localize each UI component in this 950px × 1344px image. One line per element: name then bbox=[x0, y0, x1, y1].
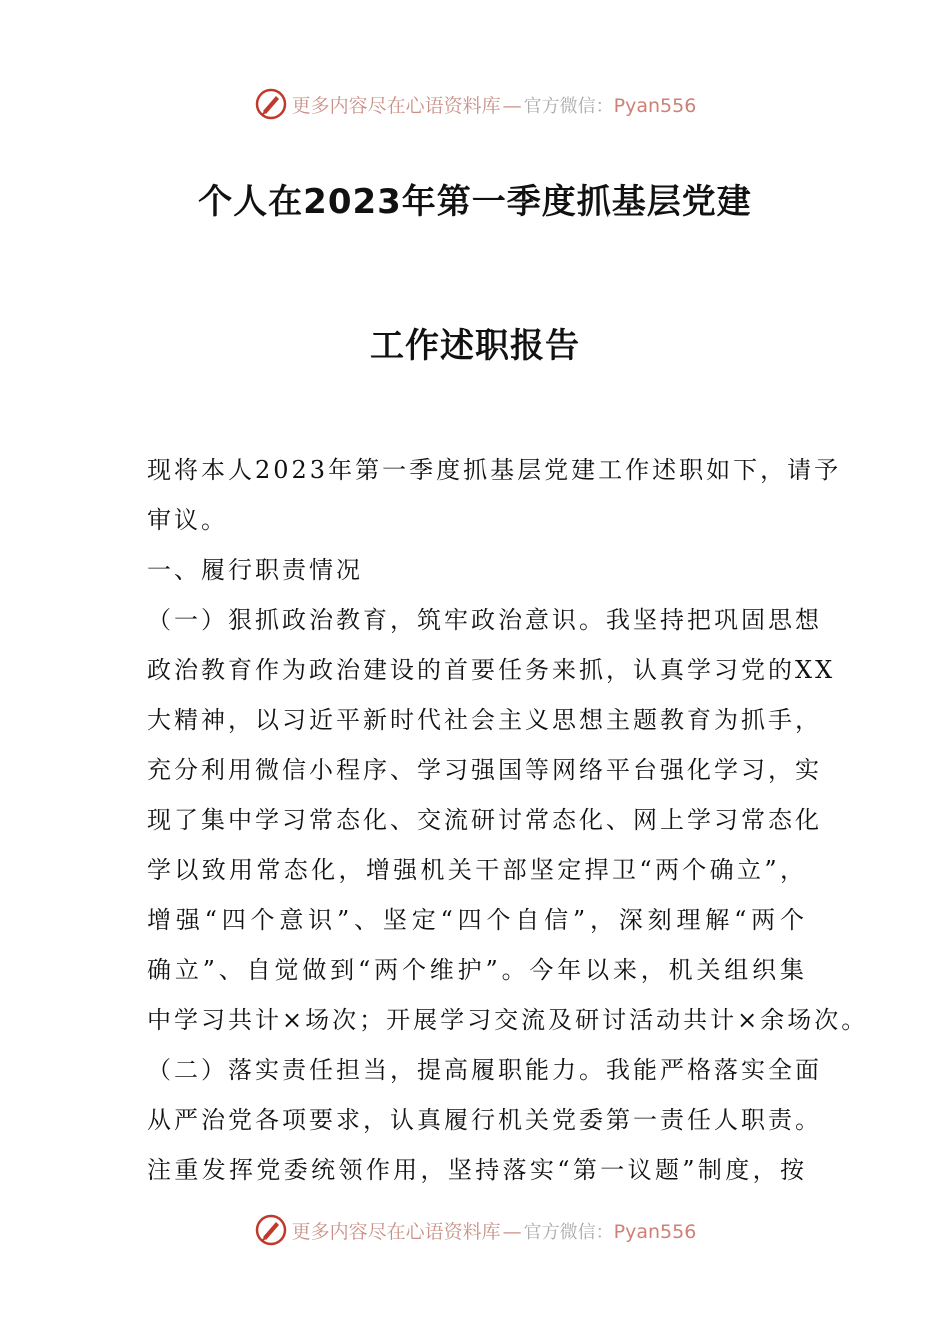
watermark-official-label: 官方微信： bbox=[523, 1221, 614, 1243]
body-line: 大精神，以习近平新时代社会主义思想主题教育为抓手， bbox=[147, 706, 822, 734]
body-line: （二）落实责任担当，提高履职能力。我能严格落实全面 bbox=[147, 1056, 822, 1084]
body-line: 现了集中学习常态化、交流研讨常态化、网上学习常态化 bbox=[147, 806, 822, 834]
watermark-footer bbox=[0, 1210, 950, 1250]
document-title-line2: 工作述职报告 bbox=[370, 326, 580, 366]
watermark-official-label: 官方微信： bbox=[523, 95, 614, 117]
watermark-wechat-id: Pyan556 bbox=[613, 94, 697, 117]
watermark-dash: — bbox=[502, 1220, 522, 1243]
quill-logo-icon bbox=[254, 1213, 288, 1247]
watermark-dash: — bbox=[502, 94, 522, 117]
body-line: 增强“四个意识”、坚定“四个自信”，深刻理解“两个 bbox=[147, 906, 807, 934]
body-line: 现将本人2023年第一季度抓基层党建工作述职如下，请予 bbox=[147, 456, 842, 484]
body-line: 政治教育作为政治建设的首要任务来抓，认真学习党的XX bbox=[147, 656, 836, 684]
body-line: （一）狠抓政治教育，筑牢政治意识。我坚持把巩固思想 bbox=[147, 606, 822, 634]
body-line: 确立”、自觉做到“两个维护”。今年以来，机关组织集 bbox=[147, 956, 807, 984]
watermark-brand: 更多内容尽在心语资料库 bbox=[291, 94, 501, 117]
quill-logo-icon bbox=[254, 87, 288, 121]
document-body bbox=[147, 445, 869, 1195]
body-line: 审议。 bbox=[147, 506, 228, 534]
body-line: 注重发挥党委统领作用，坚持落实“第一议题”制度，按 bbox=[147, 1156, 807, 1184]
watermark-brand: 更多内容尽在心语资料库 bbox=[291, 1220, 501, 1243]
watermark-header bbox=[0, 84, 950, 124]
section-heading: 一、履行职责情况 bbox=[147, 556, 363, 584]
body-line: 充分利用微信小程序、学习强国等网络平台强化学习，实 bbox=[147, 756, 822, 784]
body-line: 中学习共计×场次；开展学习交流及研讨活动共计×余场次。 bbox=[147, 1006, 869, 1034]
watermark-wechat-id: Pyan556 bbox=[613, 1220, 697, 1243]
document-title-line1: 个人在2023年第一季度抓基层党建 bbox=[198, 182, 752, 222]
body-line: 从严治党各项要求，认真履行机关党委第一责任人职责。 bbox=[147, 1106, 822, 1134]
body-line: 学以致用常态化，增强机关干部坚定捍卫“两个确立”， bbox=[147, 856, 807, 884]
